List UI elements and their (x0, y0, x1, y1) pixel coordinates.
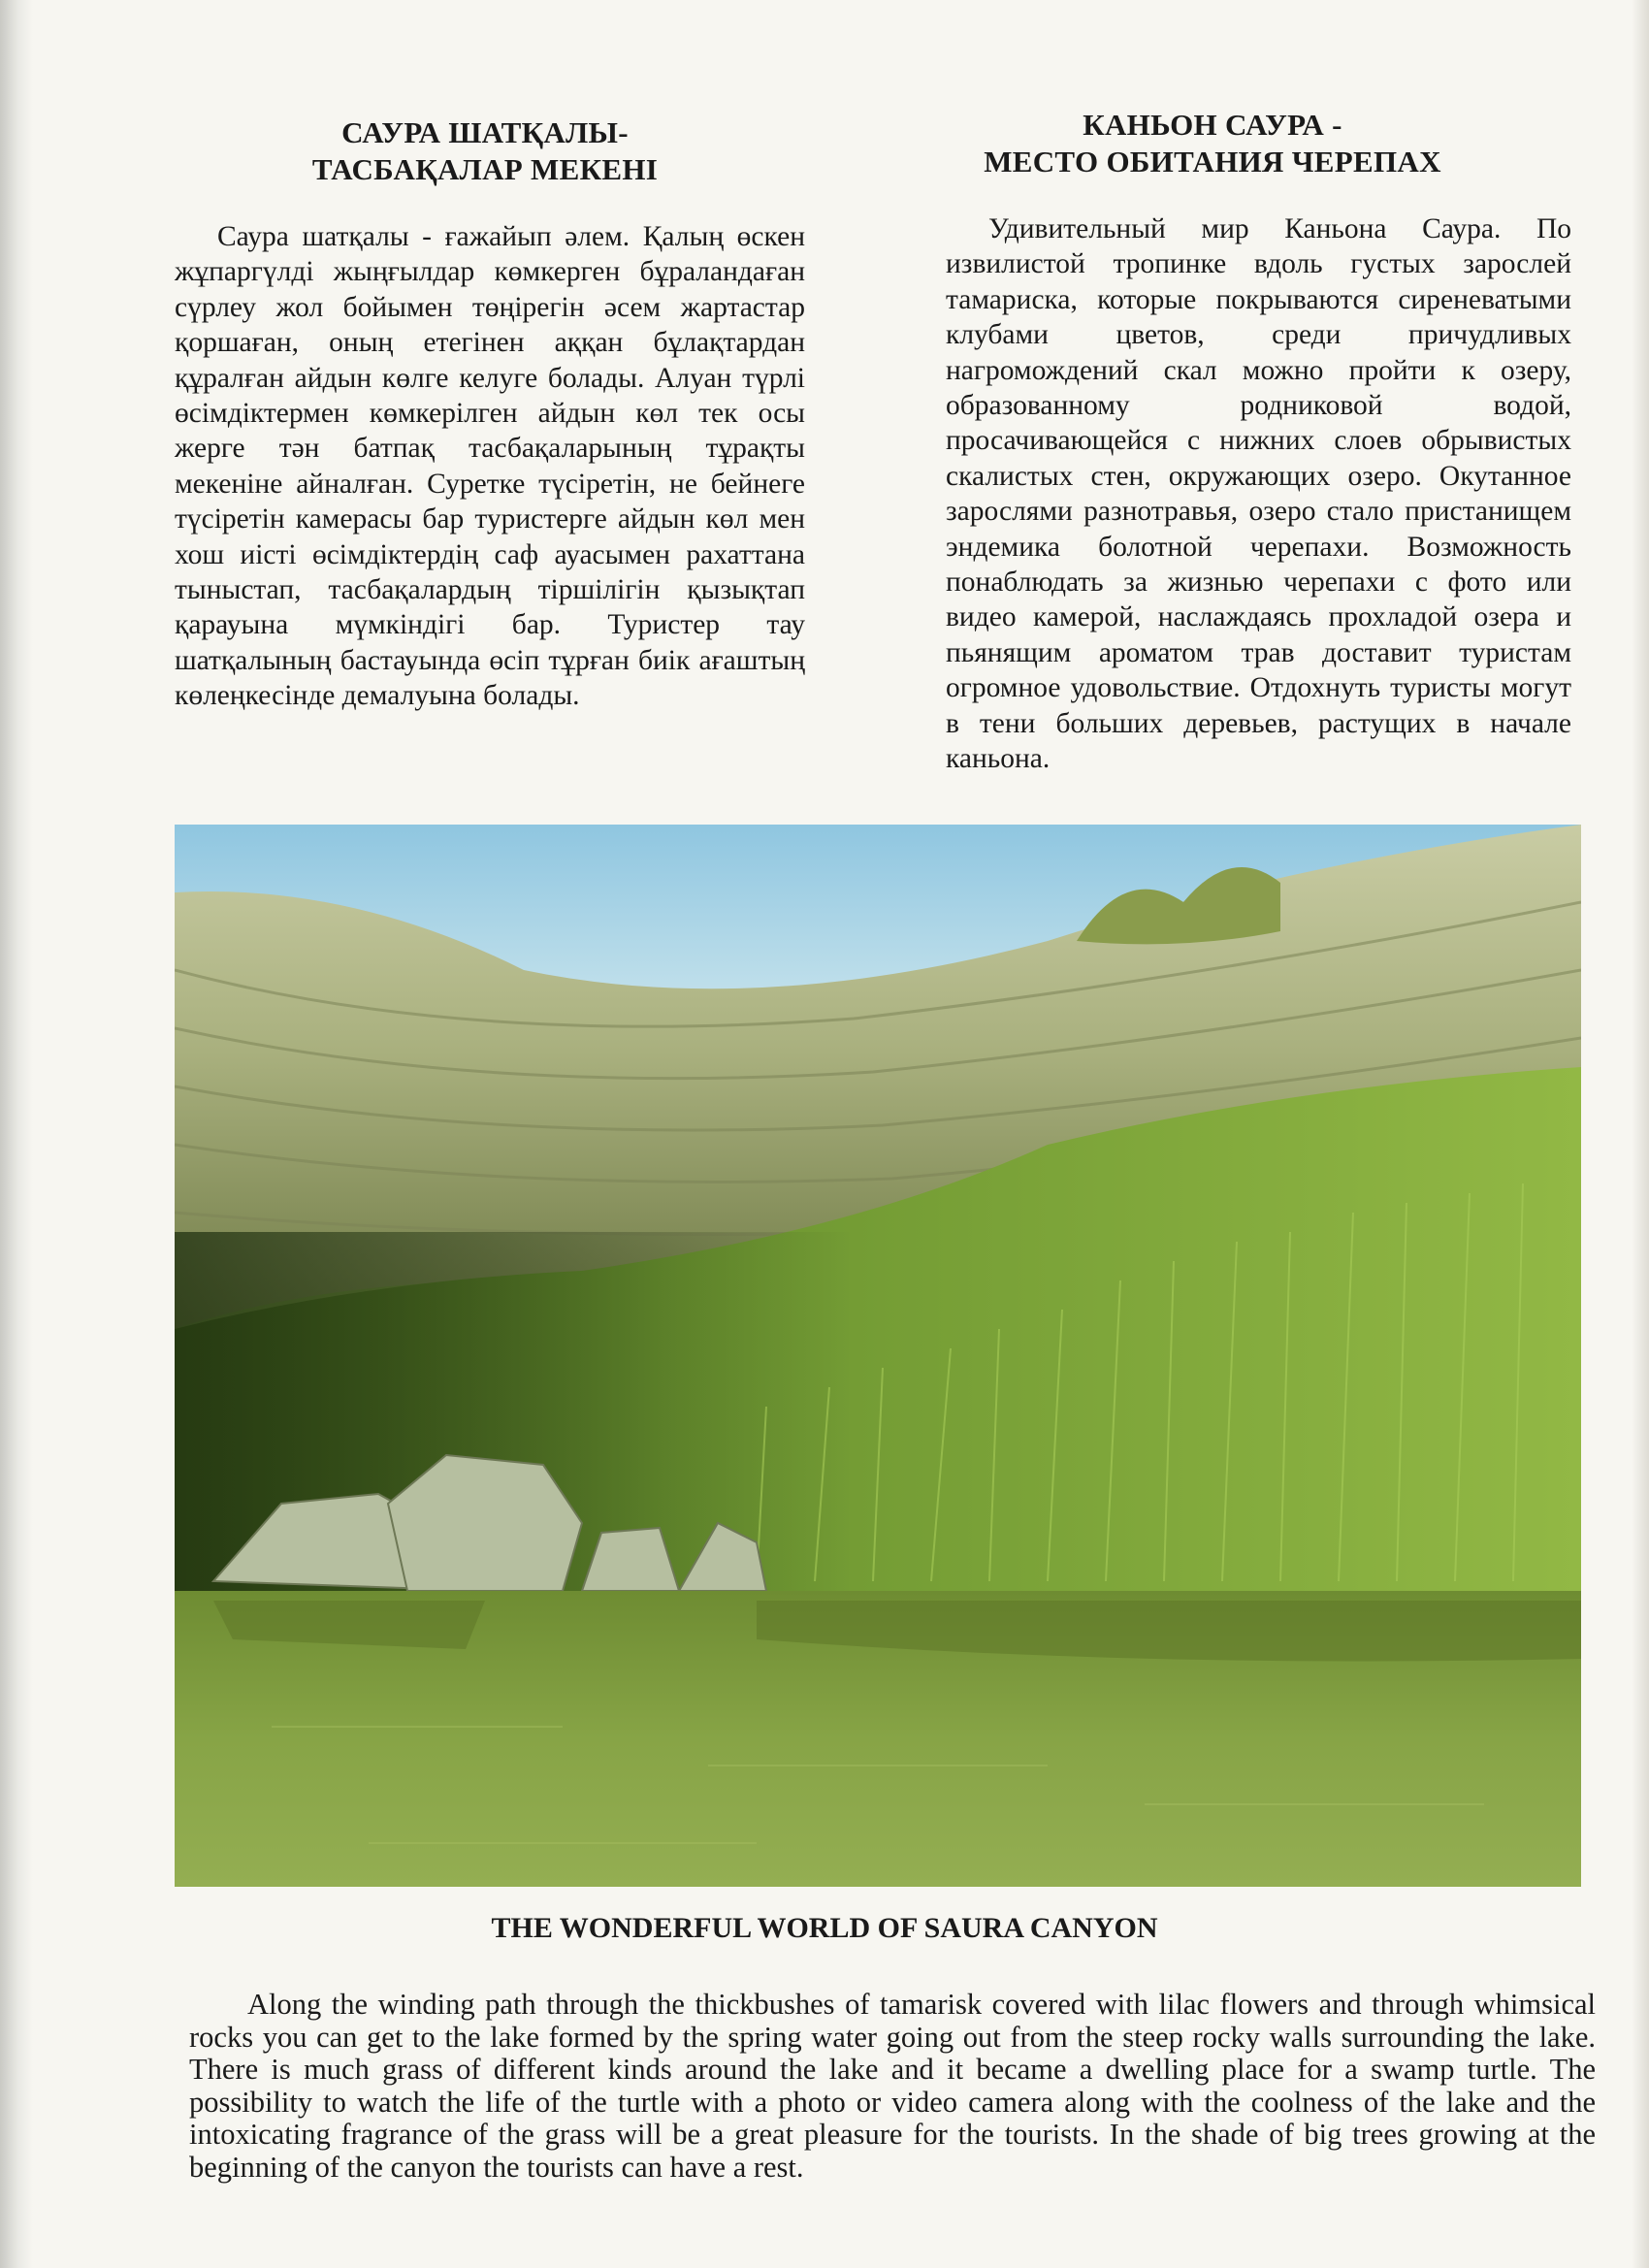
kazakh-title-line-2: ТАСБАҚАЛАР МЕКЕНІ (311, 152, 659, 186)
canyon-lake-illustration (175, 825, 1581, 1887)
scan-edge (0, 0, 33, 2268)
kazakh-title (194, 114, 776, 188)
russian-paragraph: Удивительный мир Каньона Саура. По извилистой тропинке вдоль густых зарослей тамариска, которые покрываются сиреневатыми клубами цветов, среди причудливых нагромождений скал можно пройти к озеру, образованному родниковой водой, просачивающейся с нижних слоев обрывистых скалистых стен, окружающих озеро. Окутанное зарослями разнотравья, озеро стало пристанищем эндемика болотной черепахи. Возможность понаблюдать за жизнью черепахи с фото или видео камерой, наслаждаясь прохладой озера и пьянящим ароматом трав доставит туристам огромное удовольствие. Отдохнуть туристы могут в тени больших деревьев, растущих в начале каньона. (946, 213, 1571, 775)
kazakh-paragraph: Саура шатқалы - ғажайып әлем. Қалың өскен жұпаргүлді жыңғылдар көмкерген бұраландаған сүрлеу жол бойымен төңірегін әсем жартастар қоршаған, оның етегінен аққан бұлақтардан құралған айдын көлге келуге болады. Алуан түрлі өсімдіктермен көмкерілген айдын көл тек осы жерге тән батпақ тасбақаларының тұрақты мекеніне айналған. Суретке түсіретін, не бейнеге түсіретін камерасы бар туристерге айдын көл мен хош иісті өсімдіктердің саф ауасымен рахаттана тыныстап, тасбақалардың тіршілігін қызықтап қарауына мүмкіндігі бар. Туристер тау шатқалының бастауында өсіп тұрған биік ағаштың көлеңкесінде демалуына болады. (175, 221, 805, 712)
russian-title (922, 107, 1504, 180)
english-title: THE WONDERFUL WORLD OF SAURA CANYON (491, 1912, 1158, 1944)
russian-title-line-2: МЕСТО ОБИТАНИЯ ЧЕРЕПАХ (984, 145, 1441, 178)
english-paragraph: Along the winding path through the thickbushes of tamarisk covered with lilac flowers and through whimsical rocks you can get to the lake formed by the spring water going out from the steep rocky walls surrounding the lake. There is much grass of different kinds around the lake and it became a dwelling place for a swamp turtle. The possibility to watch the life of the turtle with a photo or video camera along with the coolness of the lake and the intoxicating fragrance of the grass will be a great pleasure for the tourists. In the shade of big trees growing at the beginning of the canyon the tourists can have a rest. (189, 1988, 1596, 2184)
russian-title-line-1: КАНЬОН САУРА - (1083, 108, 1342, 142)
canyon-lake-photo (175, 825, 1581, 1887)
kazakh-title-line-1: САУРА ШАТҚАЛЫ- (341, 115, 629, 149)
page-shadow (1632, 0, 1649, 2268)
